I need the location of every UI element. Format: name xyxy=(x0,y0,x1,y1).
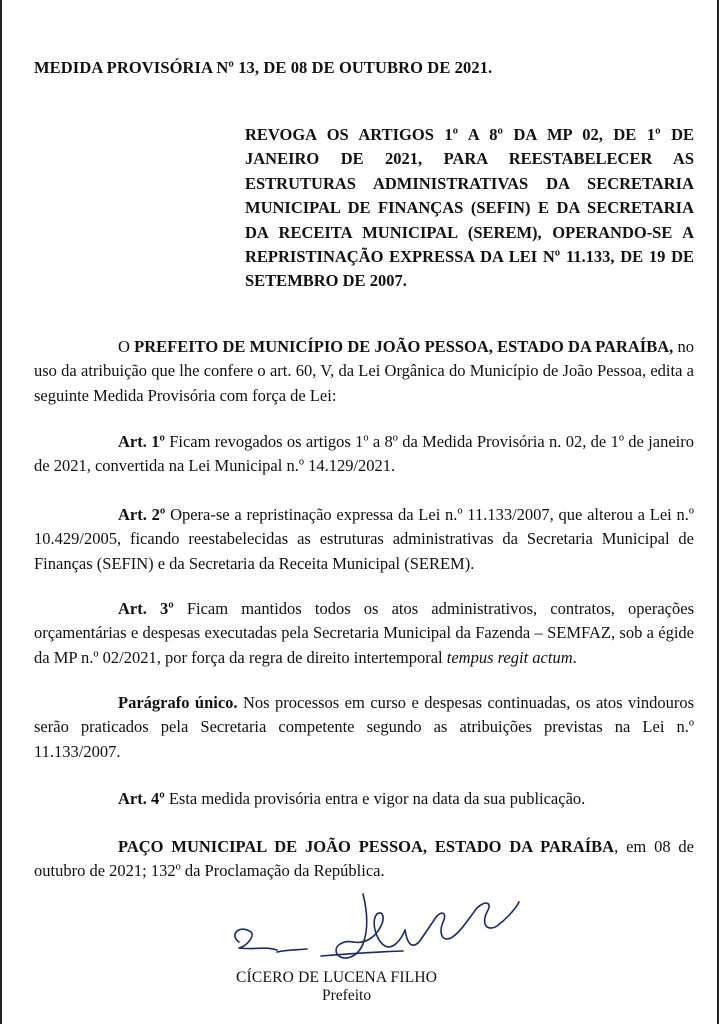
article-3 xyxy=(34,597,694,670)
article-3-text: Ficam mantidos todos os atos administrativos, contratos, operações orçamentárias e despesas executadas pela Secretaria Municipal da Fazenda – SEMFAZ, sob a égide da MP n.º 02/2021, por força da regra de direito intertemporal xyxy=(34,599,694,667)
closing xyxy=(34,835,694,884)
article-3-end: . xyxy=(572,647,577,667)
article-1-label: Art. 1º xyxy=(118,432,165,451)
paragrafo-unico xyxy=(34,691,694,764)
signer-role: Prefeito xyxy=(322,987,372,1004)
closing-text: , em 08 de outubro de 2021; 132º da Proclamação da República. xyxy=(34,837,695,881)
preamble-text: no uso da atribuição que lhe confere o art. 60, V, da Lei Orgânica do Município de João Pessoa, edita a seguinte Medida Provisória com força de Lei: xyxy=(34,337,695,405)
closing-place: PAÇO MUNICIPAL DE JOÃO PESSOA, ESTADO DA PARAÍBA xyxy=(118,837,615,856)
article-2-text: Opera-se a repristinação expressa da Lei n.º 11.133/2007, que alterou a Lei n.º 10.429/2005, ficando reestabelecidas as estruturas administrativas da Secretaria Municipal de Finanças (SEFIN) e da Secretaria da Receita Municipal (SEREM). xyxy=(34,505,694,573)
article-1-text: Ficam revogados os artigos 1º a 8º da Medida Provisória n. 02, de 1º de janeiro de 2021, convertida na Lei Municipal n.º 14.129/2021. xyxy=(34,432,694,476)
article-2-label: Art. 2º xyxy=(118,505,166,524)
article-3-latin-term: tempus regit actum xyxy=(446,647,573,667)
signer-name: CÍCERO DE LUCENA FILHO xyxy=(236,969,438,986)
page-border-left xyxy=(0,0,2,1024)
article-1 xyxy=(34,430,694,479)
preamble xyxy=(34,335,694,408)
paragrafo-unico-text: Nos processos em curso e despesas continuadas, os atos vindouros serão praticados pela Secretaria competente segundo as atribuições previstas na Lei n.º 11.133/2007. xyxy=(34,693,694,761)
article-4-label: Art. 4º xyxy=(118,789,165,808)
document-title: MEDIDA PROVISÓRIA Nº 13, DE 08 DE OUTUBRO DE 2021. xyxy=(34,58,493,77)
preamble-lead: O xyxy=(118,337,135,356)
preamble-authority: PREFEITO DE MUNICÍPIO DE JOÃO PESSOA, ESTADO DA PARAÍBA, xyxy=(134,337,674,356)
ementa: REVOGA OS ARTIGOS 1º A 8º DA MP 02, DE 1º DE JANEIRO DE 2021, PARA REESTABELECER AS ESTRUTURAS ADMINISTRATIVAS DA SECRETARIA MUNICIPAL DE FINANÇAS (SEFIN) E DA SECRETARIA DA RECEITA MUNICIPAL (SEREM), OPERANDO-SE A REPRISTINAÇÃO EXPRESSA DA LEI Nº 11.133, DE 19 DE SETEMBRO DE 2007. xyxy=(245,125,694,291)
article-4-text: Esta medida provisória entra e vigor na data da sua publicação. xyxy=(164,789,586,808)
article-2 xyxy=(34,503,694,576)
article-4 xyxy=(34,787,694,811)
article-3-label: Art. 3º xyxy=(118,599,174,618)
paragrafo-unico-label: Parágrafo único. xyxy=(118,693,238,712)
signature-block xyxy=(225,880,525,1020)
